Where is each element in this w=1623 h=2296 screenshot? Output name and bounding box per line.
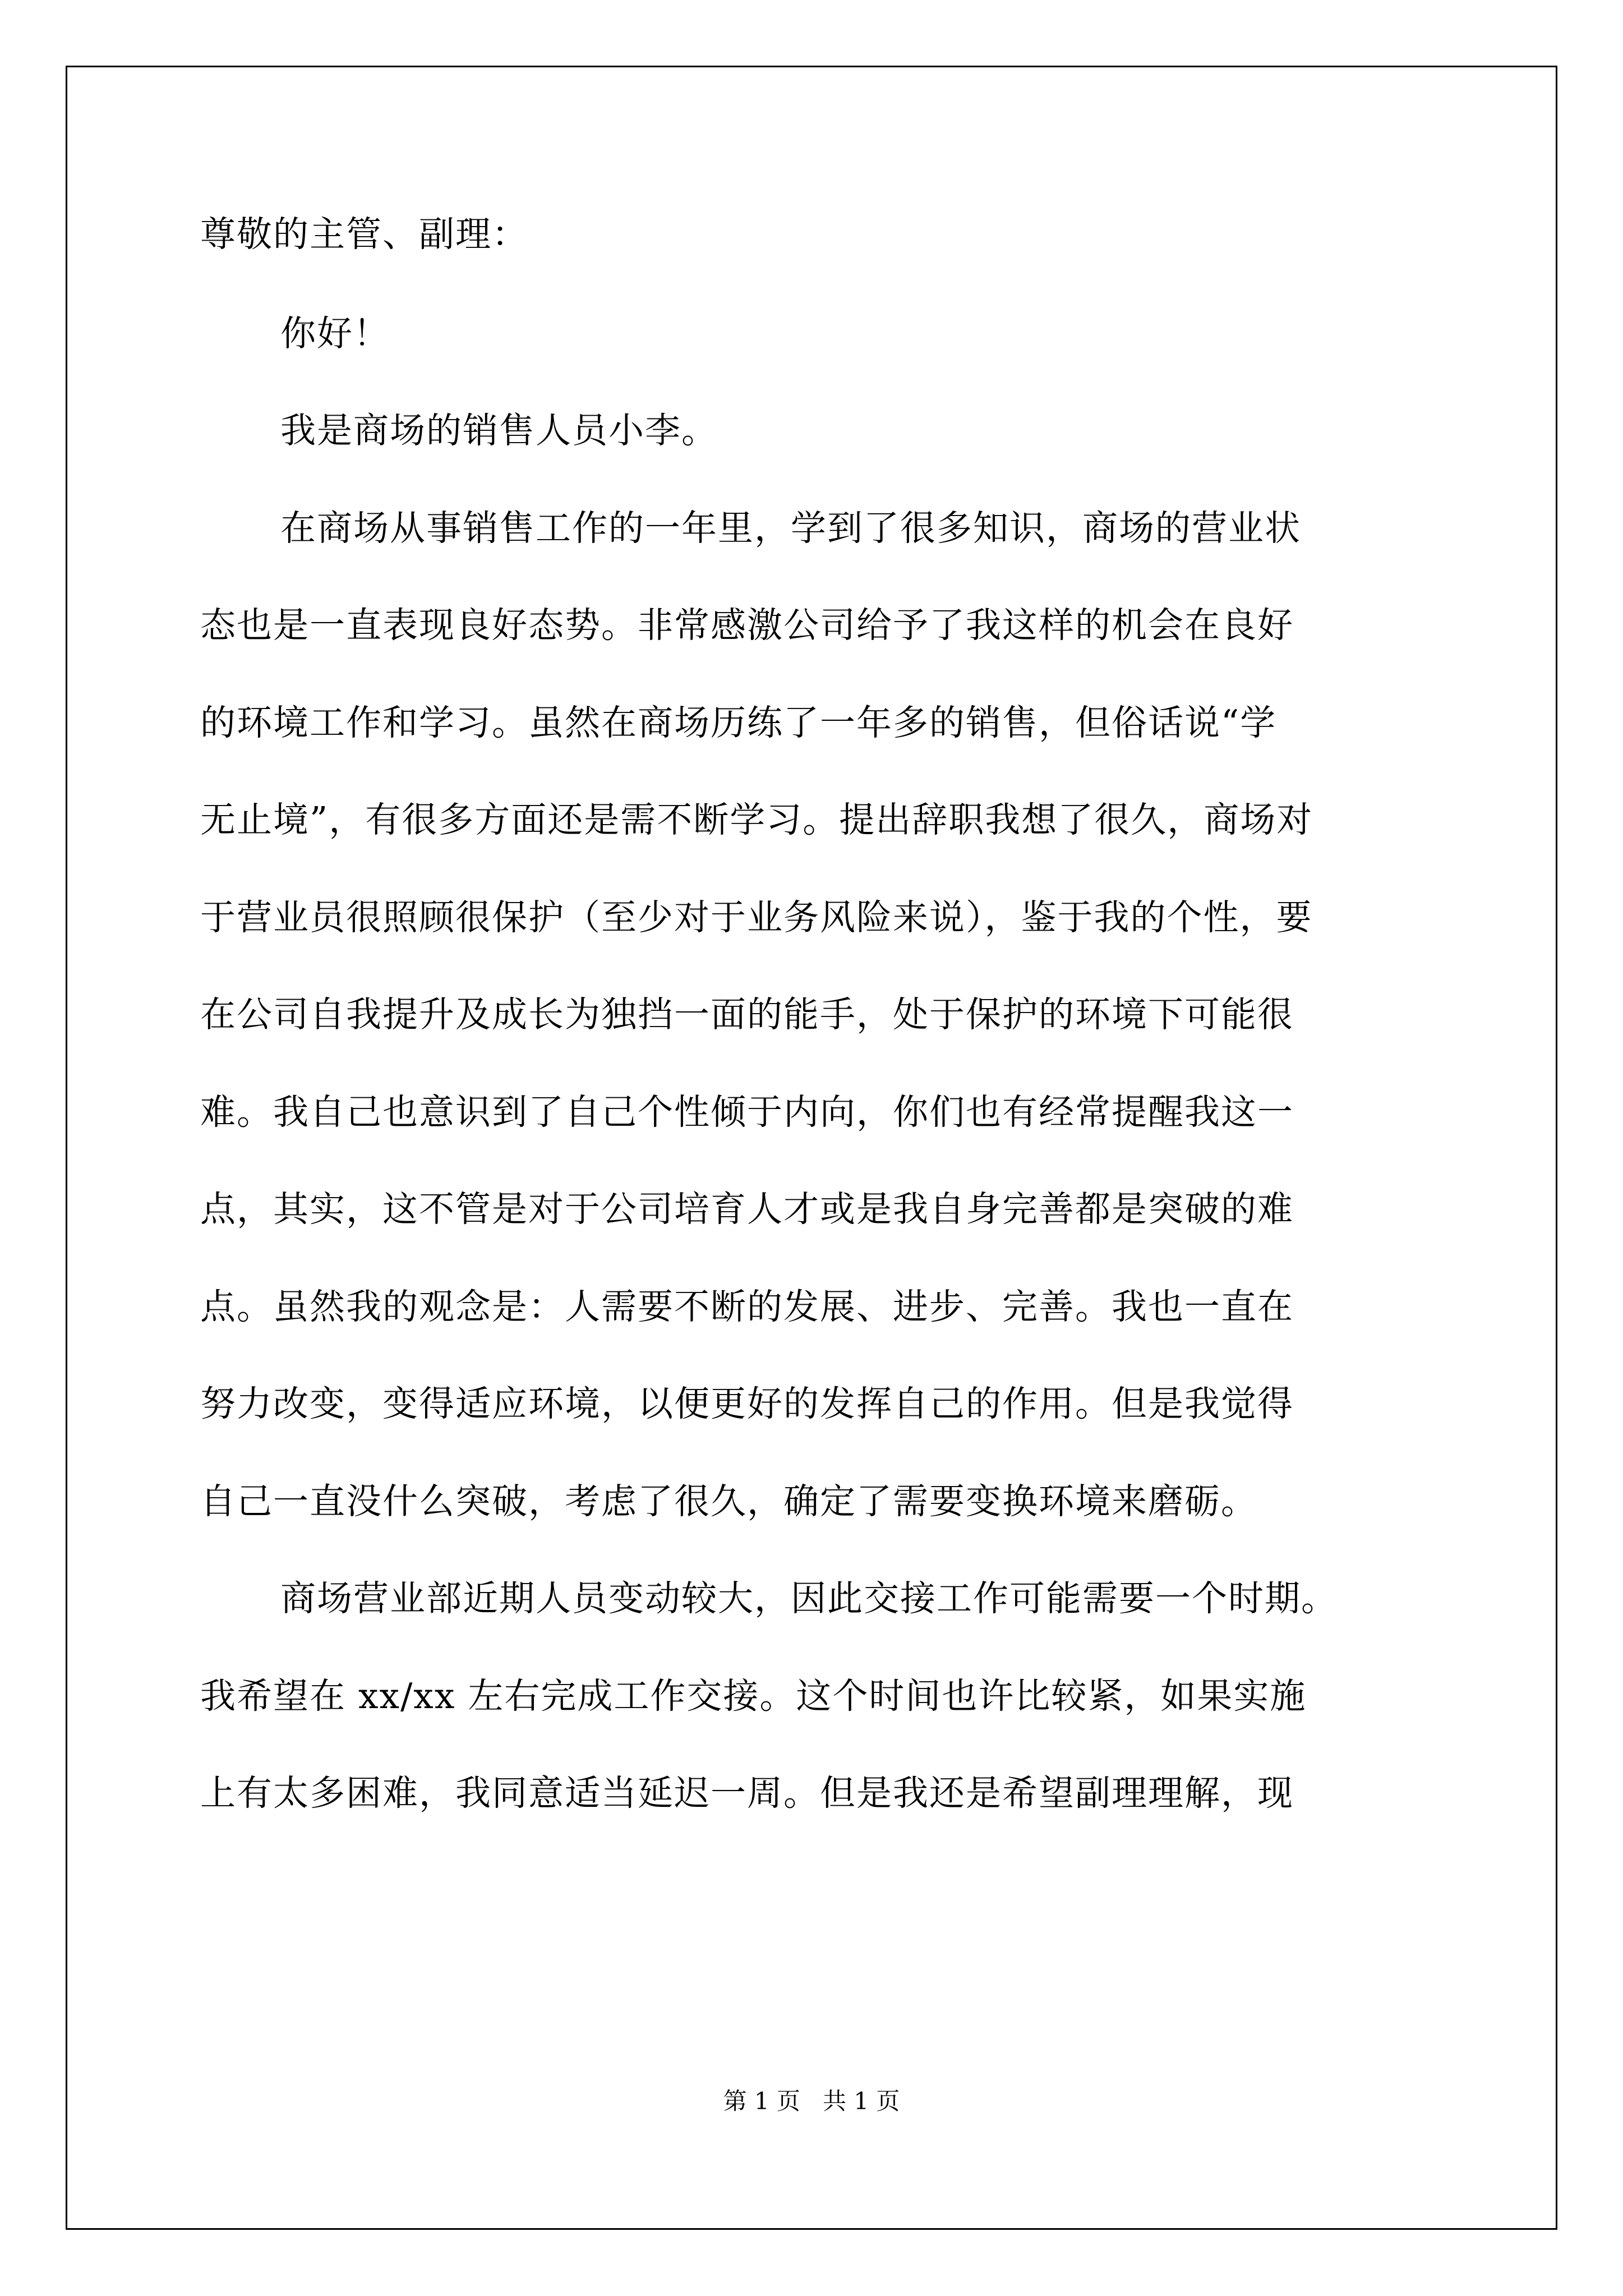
paragraph-line: 商场营业部近期人员变动较大，因此交接工作可能需要一个时期。 — [280, 1578, 1338, 1619]
paragraph-line: 点。虽然我的观念是：人需要不断的发展、进步、完善。我也一直在 — [200, 1286, 1294, 1327]
paragraph-line: 在公司自我提升及成长为独挡一面的能手，处于保护的环境下可能很 — [200, 994, 1294, 1035]
paragraph-line: 点，其实，这不管是对于公司培育人才或是我自身完善都是突破的难 — [200, 1189, 1294, 1230]
salutation: 尊敬的主管、副理： — [200, 214, 528, 255]
paragraph-line: 的环境工作和学习。虽然在商场历练了一年多的销售，但俗话说“学 — [200, 702, 1277, 743]
page-footer — [0, 2086, 1623, 2117]
paragraph-line: 自己一直没什么突破，考虑了很久，确定了需要变换环境来磨砺。 — [200, 1481, 1257, 1522]
paragraph-line: 无止境”，有很多方面还是需不断学习。提出辞职我想了很久，商场对 — [200, 799, 1313, 840]
page-number-current: 第 1 页 — [723, 2087, 800, 2115]
paragraph-line: 难。我自己也意识到了自己个性倾于内向，你们也有经常提醒我这一 — [200, 1092, 1294, 1133]
paragraph-line: 我希望在 xx/xx 左右完成工作交接。这个时间也许比较紧，如果实施 — [200, 1676, 1307, 1717]
page-number-total: 共 1 页 — [823, 2087, 900, 2115]
page-border — [66, 66, 1557, 2230]
paragraph-line: 努力改变，变得适应环境，以便更好的发挥自己的作用。但是我觉得 — [200, 1383, 1294, 1424]
paragraph-line: 于营业员很照顾很保护（至少对于业务风险来说），鉴于我的个性，要 — [200, 897, 1313, 938]
paragraph-line: 上有太多困难，我同意适当延迟一周。但是我还是希望副理理解，现 — [200, 1773, 1294, 1814]
paragraph-line: 在商场从事销售工作的一年里，学到了很多知识，商场的营业状 — [280, 508, 1301, 549]
paragraph-line: 你好！ — [280, 313, 390, 354]
paragraph-line: 我是商场的销售人员小李。 — [280, 410, 718, 451]
paragraph-line: 态也是一直表现良好态势。非常感激公司给予了我这样的机会在良好 — [200, 605, 1294, 646]
